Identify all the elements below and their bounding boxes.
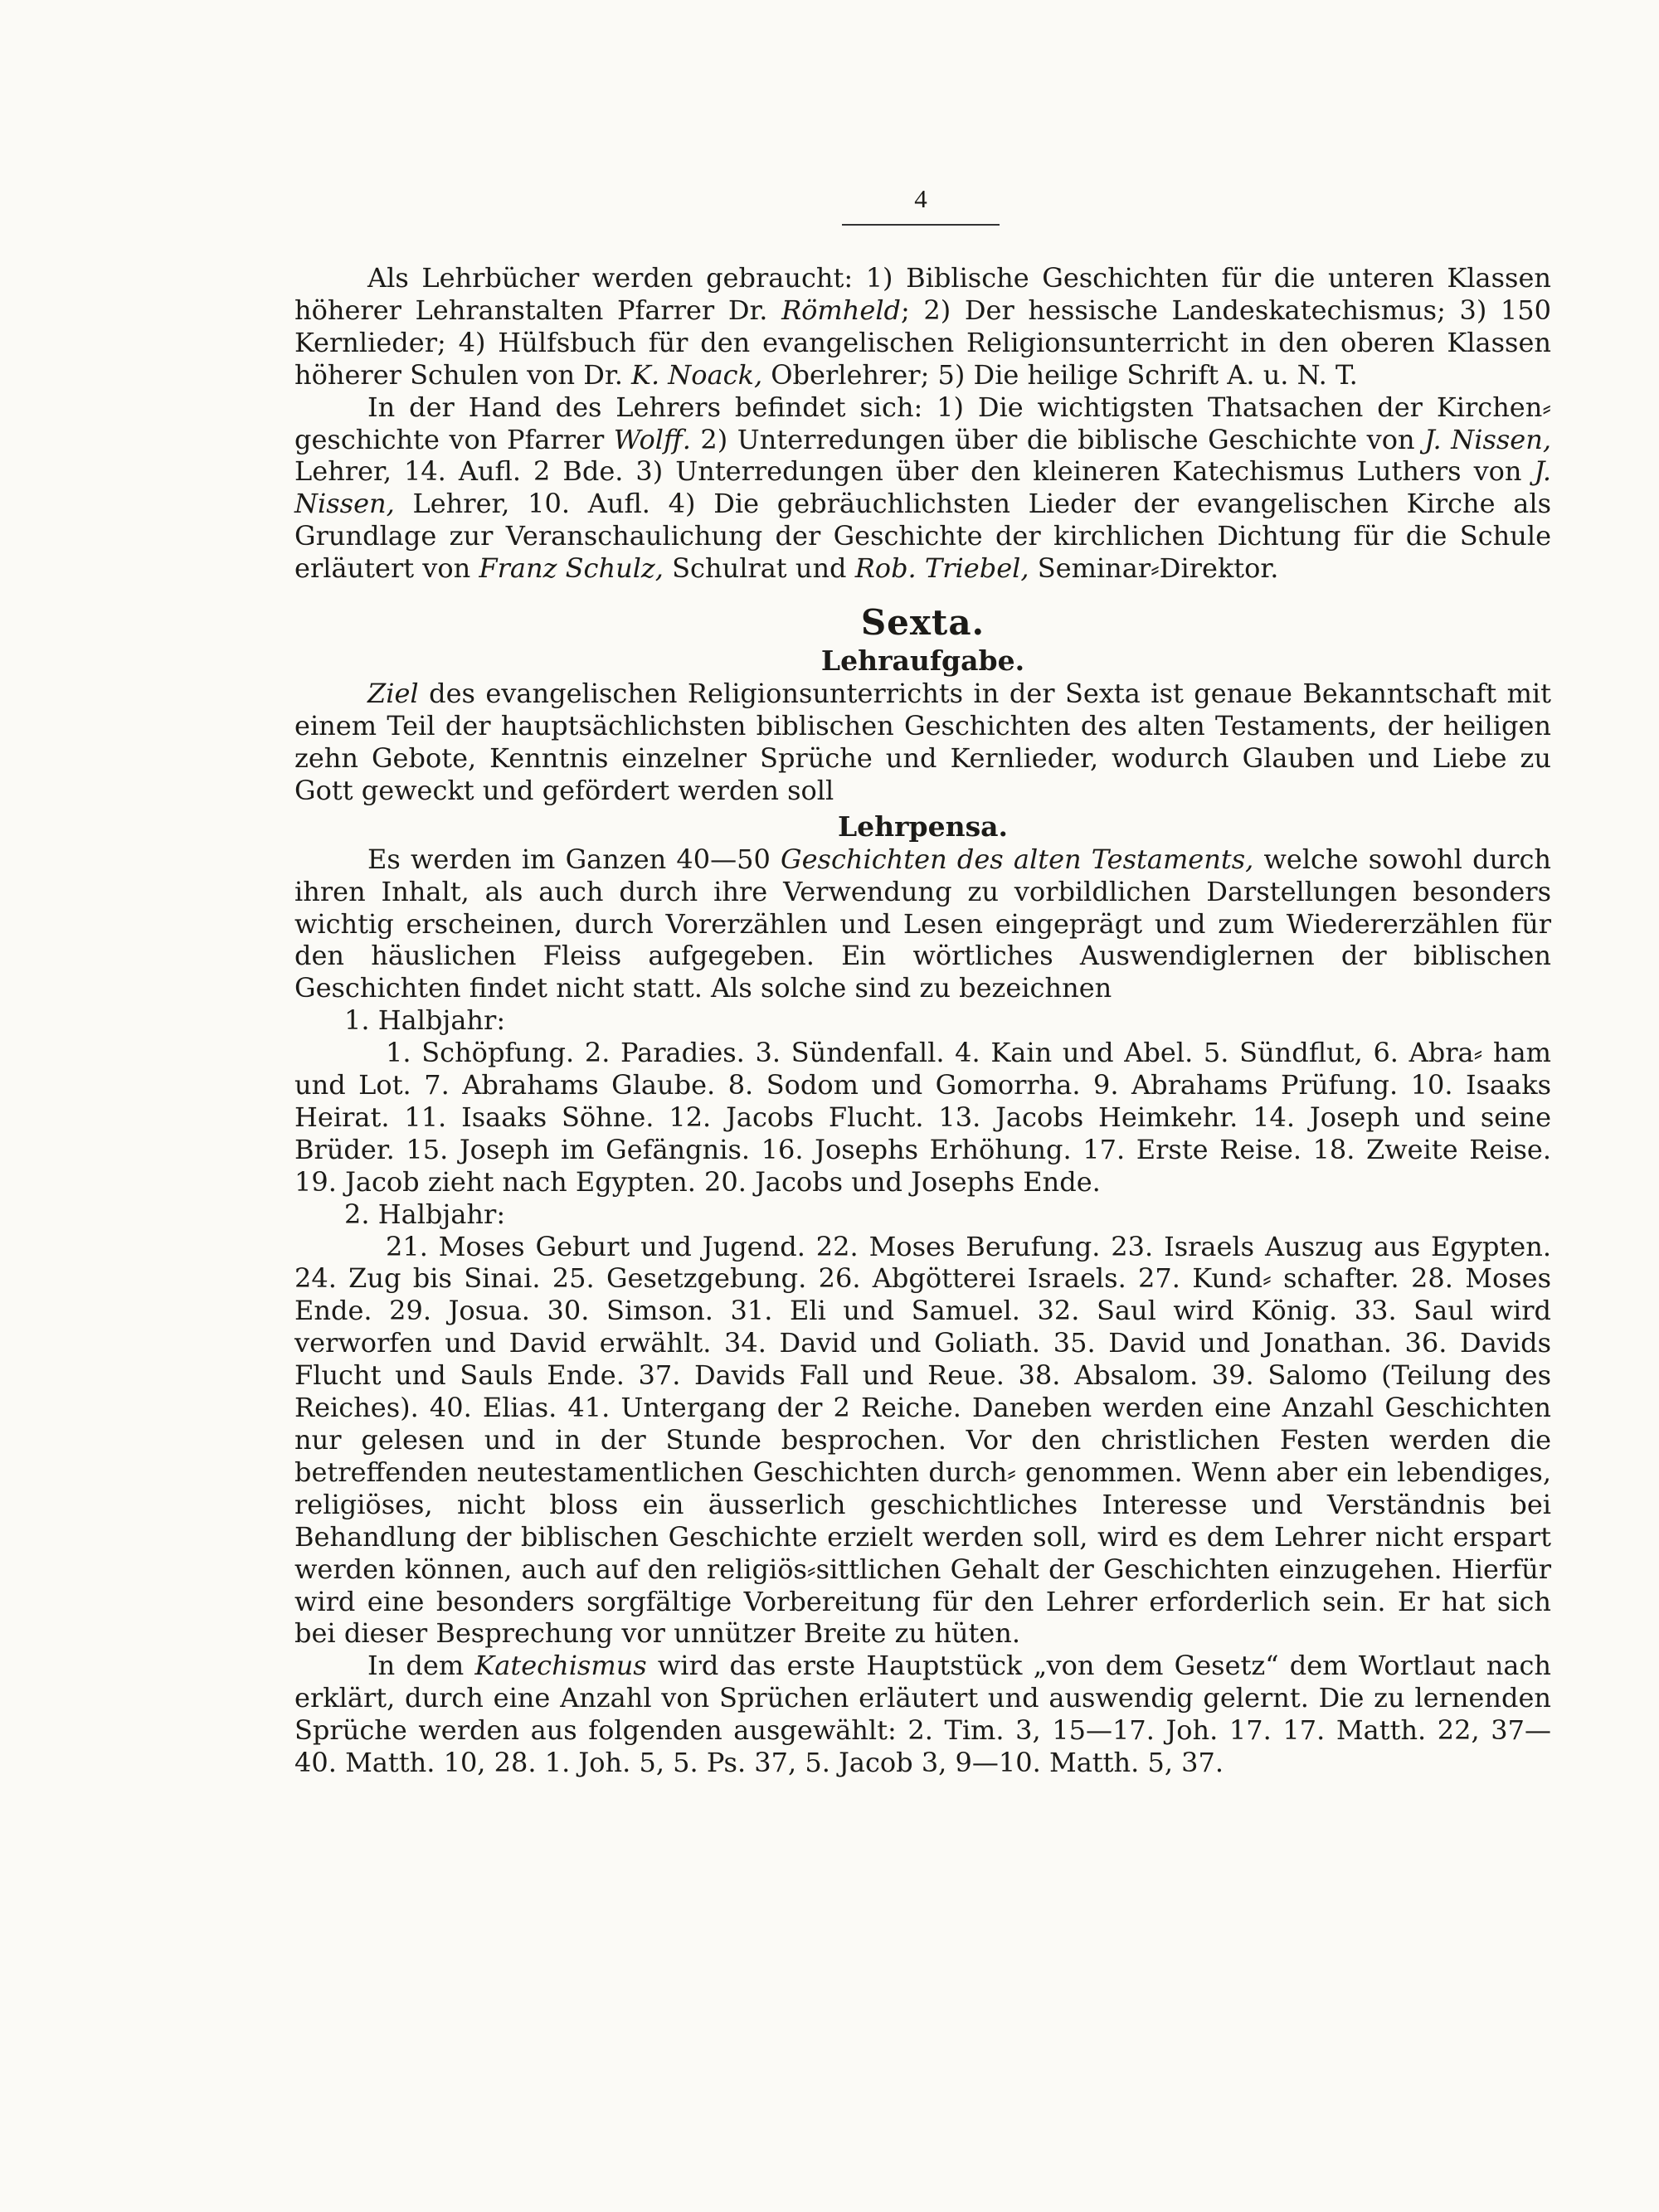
author-triebel: Rob. Triebel, [854,552,1029,585]
ziel-paragraph: Ziel des evangelischen Religionsunterrichts in der Sexta ist genaue Bekanntschaft mit einem Teil der hauptsächlichsten biblischen Geschichten des alten Testaments, der heiligen zehn Gebote, Kenntnis einzelner Sprüche und Kernlieder, wodurch Glauben und Liebe zu Gott geweckt und gefördert werden soll [294,678,1551,806]
half-year-2-list: 21. Moses Geburt und Jugend. 22. Moses Berufung. 23. Israels Auszug aus Egypten. 24. Zug bis Sinai. 25. Gesetzgebung. 26. Abgötterei Israels. 27. Kund⸗ schafter. 28. Moses Ende. 29. Josua. 30. Simson. 31. Eli und Samuel. 32. Saul wird König. 33. Saul wird verworfen und David erwählt. 34. David und Goliath. 35. David und Jonathan. 36. Davids Flucht und Sauls Ende. 37. Davids Fall und Reue. 38. Absalom. 39. Salomo (Teilung des Reiches). 40. Elias. 41. Untergang der 2 Reiche. Daneben werden eine Anzahl Geschichten nur gelesen und in der Stunde besprochen. Vor den christlichen Festen werden die betreffenden neutestamentlichen Geschichten durch⸗ genommen. Wenn aber ein lebendiges, religiöses, nicht bloss ein äusserlich geschichtliches Interesse und Verständnis bei Behandlung der biblischen Geschichte erzielt werden soll, wird es dem Lehrer nicht erspart werden können, auch auf den religiös⸗sittlichen Gehalt der Geschichten einzugehen. Hierfür wird eine besonders sorgfältige Vorbereitung für den Lehrer erforderlich sein. Er hat sich bei dieser Besprechung vor unnützer Breite zu hüten. [294,1230,1551,1650]
body-text [294,262,1551,1779]
half-year-2-label: 2. Halbjahr: [344,1198,506,1230]
author-noack: K. Noack, [631,358,763,391]
half-year-1-label: 1. Halbjahr: [344,1004,506,1037]
author-nissen-2: J. Nissen, [294,455,1551,520]
heading-lehrpensa: Lehrpensa. [837,809,1009,843]
half-year-1-list: 1. Schöpfung. 2. Paradies. 3. Sündenfall. 4. Kain und Abel. 5. Sündflut, 6. Abra⸗ ham und Lot. 7. Abrahams Glaube. 8. Sodom und Gomorrha. 9. Abrahams Prüfung. 10. Isaaks Heirat. 11. Isaaks Söhne. 12. Jacobs Flucht. 13. Jacobs Heimkehr. 14. Joseph und seine Brüder. 15. Joseph im Gefängnis. 16. Josephs Erhöhung. 17. Erste Reise. 18. Zweite Reise. 19. Jacob zieht nach Egypten. 20. Jacobs und Josephs Ende. [294,1037,1551,1198]
author-wolff: Wolff. [613,423,691,455]
katechismus-paragraph: In dem Katechismus wird das erste Hauptstück „von dem Gesetz“ dem Wortlaut nach erklärt, durch eine Anzahl von Sprüchen erläutert und auswendig gelernt. Die zu lernenden Sprüche werden aus folgenden ausgewählt: 2. Tim. 3, 15—17. Joh. 17. 17. Matth. 22, 37—40. Matth. 10, 28. 1. Joh. 5, 5. Ps. 37, 5. Jacob 3, 9—10. Matth. 5, 37. [294,1650,1552,1779]
author-nissen-1: J. Nissen, [1424,423,1552,455]
intro-paragraph-teacher-books: In der Hand des Lehrers befindet sich: 1) Die wichtigsten Thatsachen der Kirchen⸗ geschichte von Pfarrer Wolff. 2) Unterredungen über die biblische Geschichte von J. Nissen, Lehrer, 14. Aufl. 2 Bde. 3) Unterredungen über den kleineren Katechismus Luthers von J. Nissen, Lehrer, 10. Aufl. 4) Die gebräuchlichsten Lieder der evangelischen Kirche als Grundlage zur Veranschaulichung der Geschichte der kirchlichen Dichtung für die Schule erläutert von Franz Schulz, Schulrat und Rob. Triebel, Seminar⸗Direktor. [294,391,1552,585]
author-roemheld: Römheld [781,294,902,326]
pensa-paragraph: Es werden im Ganzen 40—50 Geschichten des alten Testaments, welche sowohl durch ihren Inhalt, als auch durch ihre Verwendung zu vorbildlichen Darstellungen besonders wichtig erscheinen, durch Vorerzählen und Lesen eingeprägt und zum Wiedererzählen für den häuslichen Fleiss aufgegeben. Ein wörtliches Auswendiglernen der biblischen Geschichten findet nicht statt. Als solche sind zu bezeichnen [294,843,1551,1004]
page-number-rule [842,224,1000,226]
page-number: 4 [914,184,927,213]
author-schulz: Franz Schulz, [479,552,664,585]
section-title-sexta: Sexta. [860,602,985,644]
intro-paragraph-textbooks: Als Lehrbücher werden gebraucht: 1) Biblische Geschichten für die unteren Klassen höherer Lehranstalten Pfarrer Dr. Römheld; 2) Der hessische Landeskatechismus; 3) 150 Kernlieder; 4) Hülfsbuch für den evangelischen Religionsunterricht in den oberen Klassen höherer Schulen von Dr. K. Noack, Oberlehrer; 5) Die heilige Schrift A. u. N. T. [294,262,1552,391]
heading-lehraufgabe: Lehraufgabe. [820,644,1025,678]
